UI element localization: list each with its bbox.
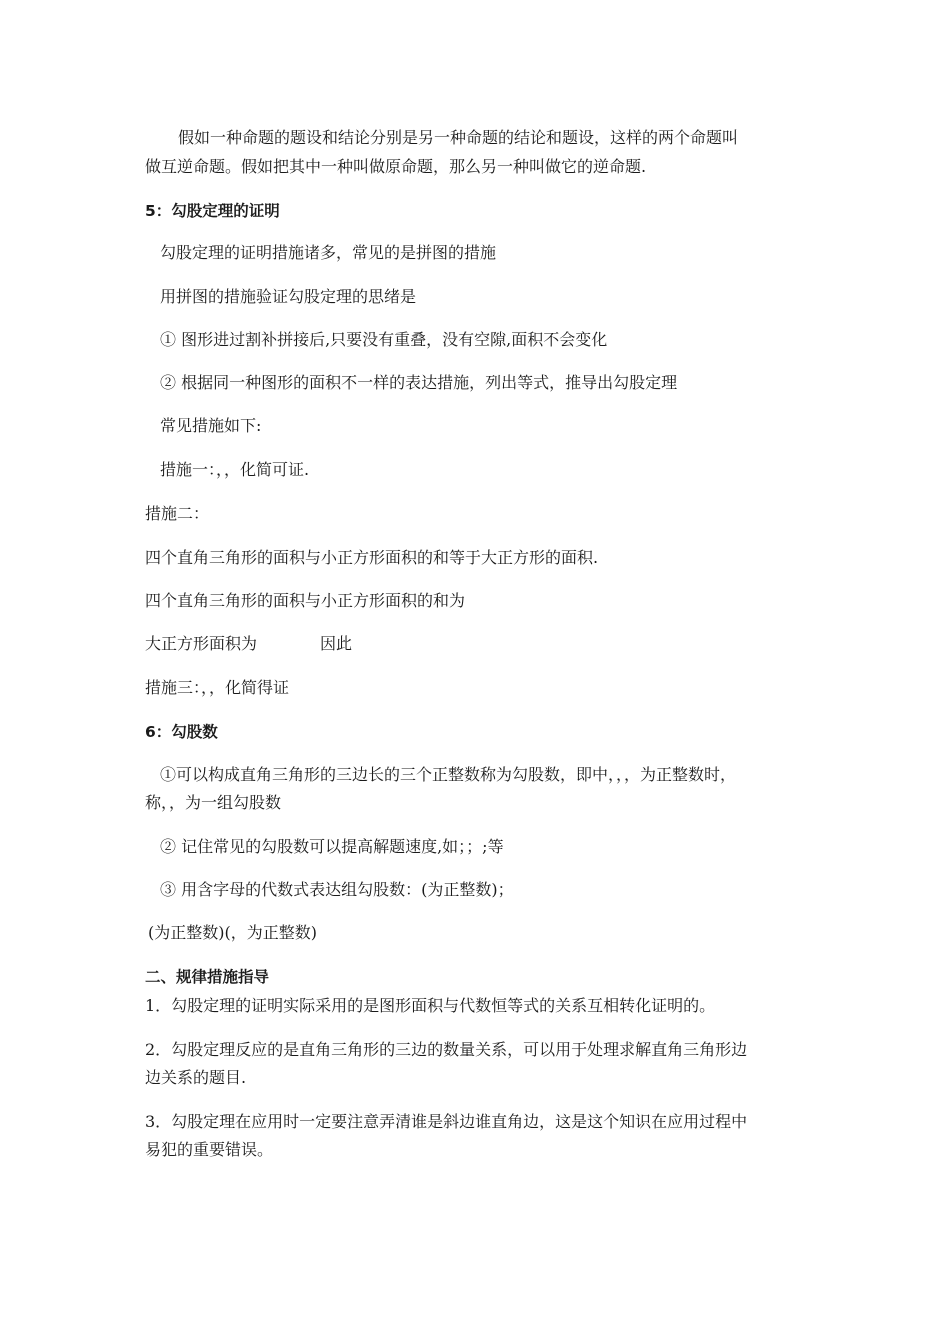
- method-2-line-1: 四个直角三角形的面积与小正方形面积的和等于大正方形的面积.: [145, 548, 599, 567]
- guide-item-3-line-2: 易犯的重要错误。: [145, 1140, 274, 1159]
- section-5-paragraph-1: 勾股定理的证明措施诸多，常见的是拼图的措施: [160, 243, 497, 262]
- section-5-paragraph-2: 用拼图的措施验证勾股定理的思绪是: [160, 287, 417, 306]
- method-2-label: 措施二：: [145, 504, 210, 523]
- section-6-heading: 6：勾股数: [145, 723, 218, 741]
- section-5-heading: 5：勾股定理的证明: [145, 202, 280, 220]
- method-3: 措施三：，，化简得证: [145, 678, 290, 697]
- method-1: 措施一：，，化简可证.: [160, 460, 310, 479]
- method-2-line-3-part-a: 大正方形面积为: [145, 634, 258, 653]
- guide-item-3-line-1: 3．勾股定理在应用时一定要注意弄清谁是斜边谁直角边，这是这个知识在应用过程中: [145, 1112, 748, 1131]
- guide-item-2-line-2: 边关系的题目.: [145, 1068, 247, 1087]
- method-2-line-2: 四个直角三角形的面积与小正方形面积的和为: [145, 591, 466, 610]
- section-6-item-1-line-2: 称，，为一组勾股数: [145, 793, 282, 812]
- section-6-item-3: ③ 用含字母的代数式表达组勾股数：(为正整数)；: [160, 880, 514, 899]
- section-6-item-1-line-1: ①可以构成直角三角形的三边长的三个正整数称为勾股数，即中，，，为正整数时，: [160, 765, 737, 784]
- intro-paragraph-line-2: 做互逆命题。假如把其中一种叫做原命题，那么另一种叫做它的逆命题.: [145, 157, 647, 176]
- guide-item-2-line-1: 2．勾股定理反应的是直角三角形的三边的数量关系，可以用于处理求解直角三角形边: [145, 1040, 748, 1059]
- section-5-item-2: ② 根据同一种图形的面积不一样的表达措施，列出等式，推导出勾股定理: [160, 373, 678, 392]
- method-2-line-3-part-b: 因此: [320, 634, 353, 653]
- section-6-item-2: ② 记住常见的勾股数可以提高解题速度,如；；;等: [160, 837, 504, 856]
- guide-section-heading: 二、规律措施指导: [145, 968, 270, 986]
- intro-paragraph-line-1: 假如一种命题的题设和结论分别是另一种命题的结论和题设，这样的两个命题叫: [178, 128, 739, 147]
- guide-item-1: 1．勾股定理的证明实际采用的是图形面积与代数恒等式的关系互相转化证明的。: [145, 996, 716, 1015]
- section-6-item-3-continuation: (为正整数)(，为正整数): [148, 923, 317, 942]
- section-5-paragraph-3: 常见措施如下:: [160, 416, 262, 435]
- section-5-item-1: ① 图形进过割补拼接后,只要没有重叠，没有空隙,面积不会变化: [160, 330, 608, 349]
